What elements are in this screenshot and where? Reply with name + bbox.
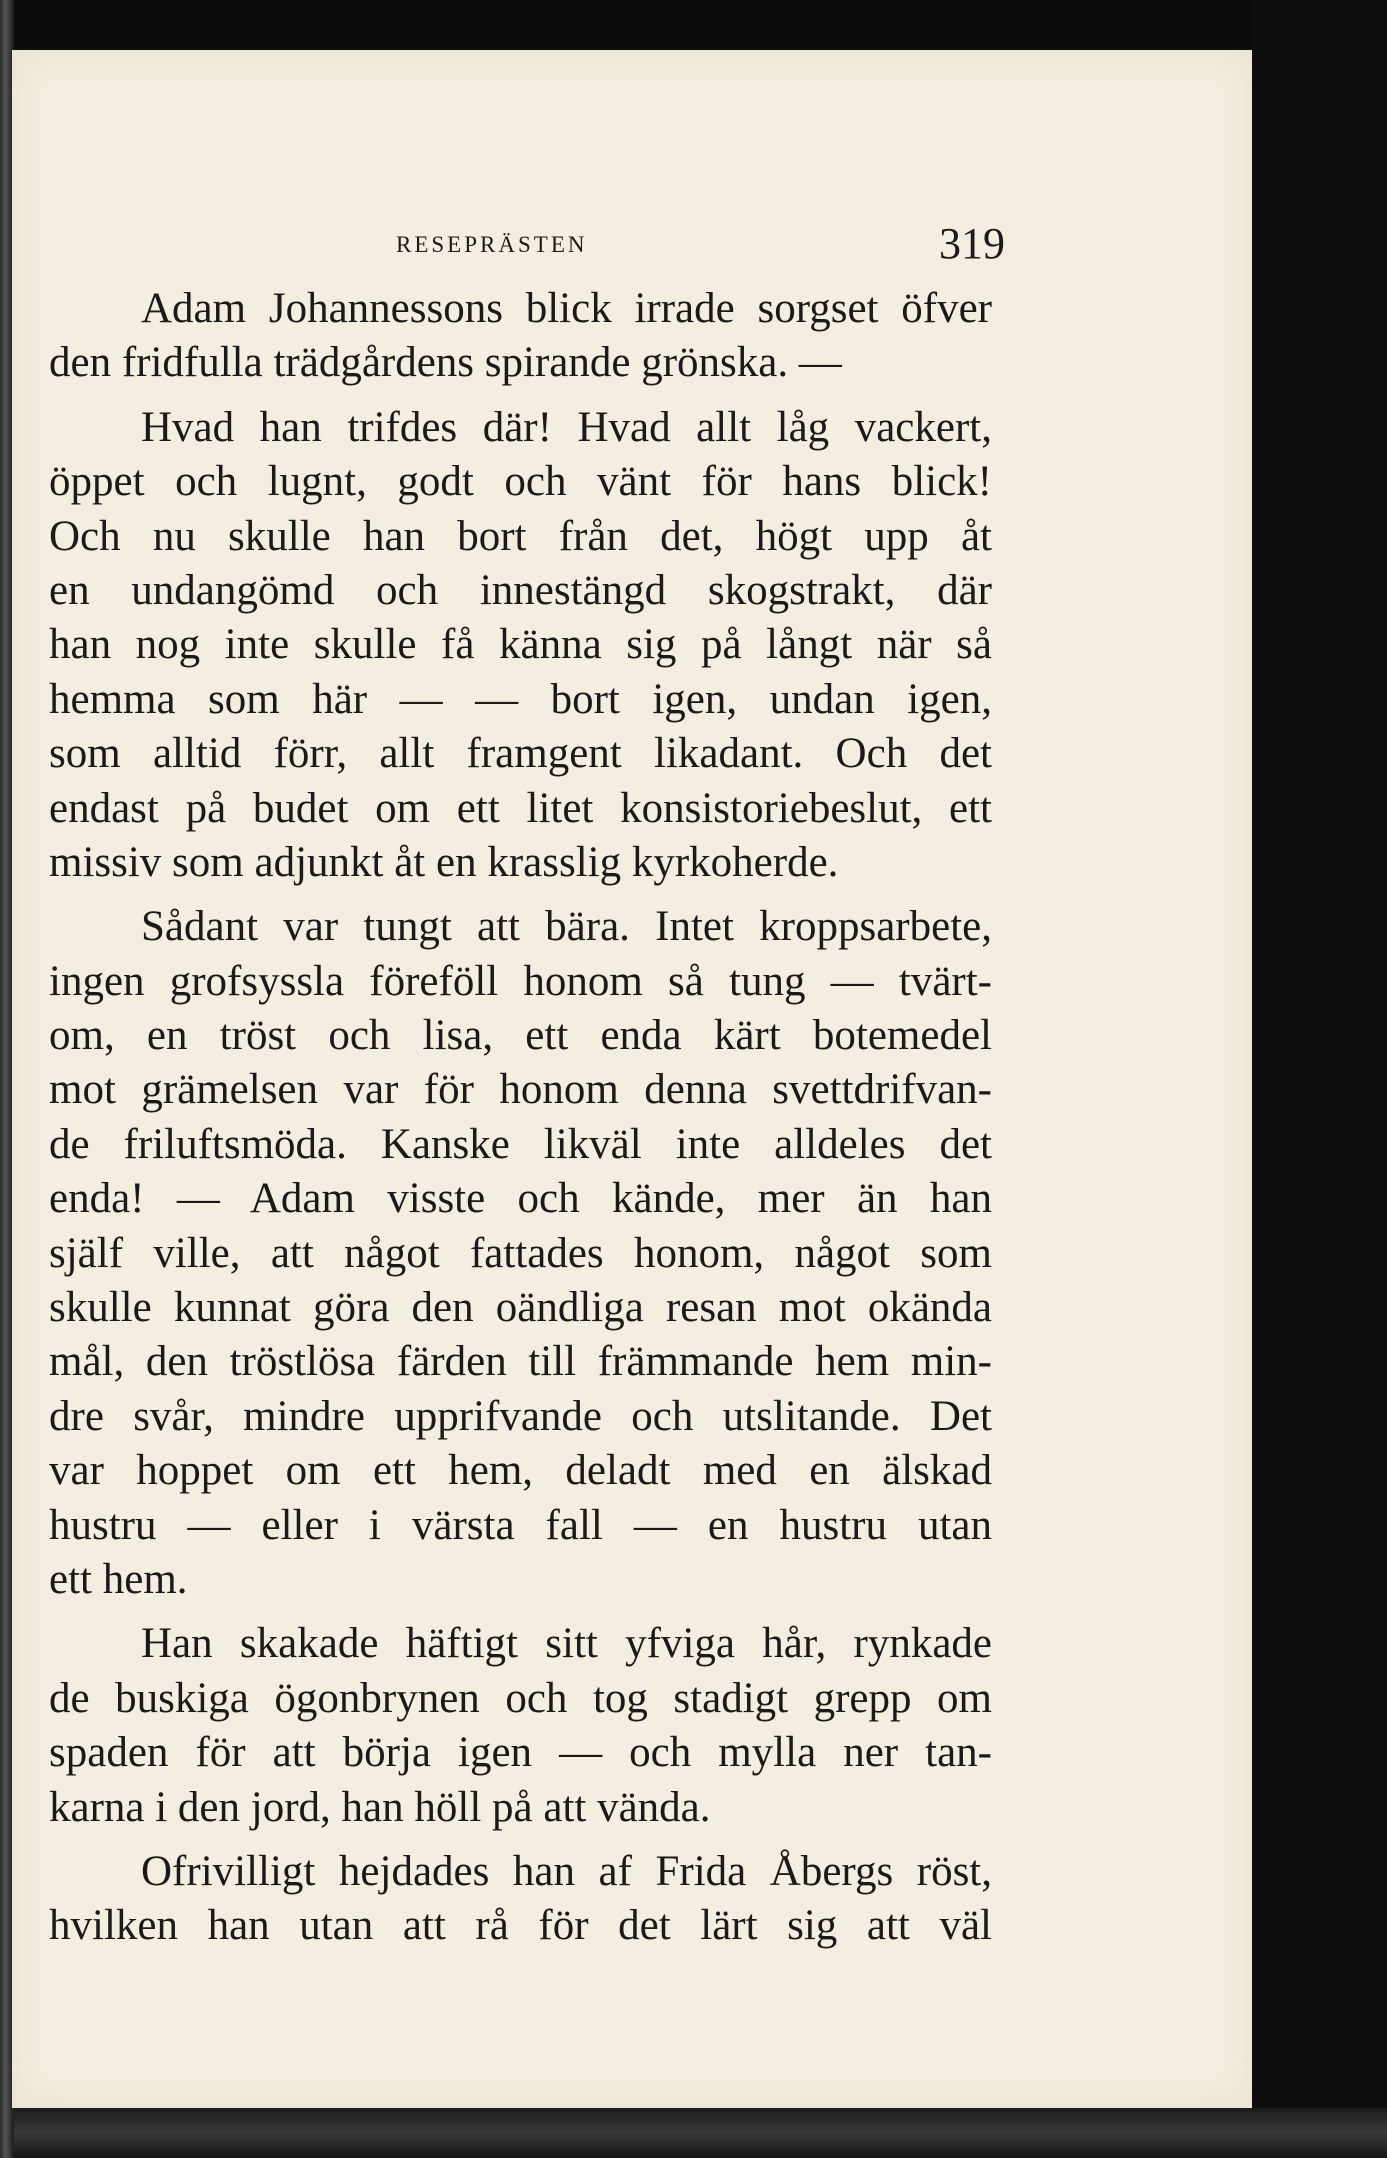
text-line: spaden för att börja igen — och mylla ner tan- [49, 1729, 992, 1777]
text-line: öppet och lugnt, godt och vänt för hans blick! [49, 458, 992, 506]
text-line: Han skakade häftigt sitt yfviga hår, rynkade [141, 1620, 992, 1668]
scan-bottom-border [0, 2108, 1387, 2158]
text-line: om, en tröst och lisa, ett enda kärt botemedel [49, 1012, 992, 1060]
text-line: Och nu skulle han bort från det, högt upp åt [49, 512, 992, 560]
text-line: hemma som här — — bort igen, undan igen, [49, 675, 992, 723]
text-line: dre svår, mindre upprifvande och utslitande. Det [49, 1392, 992, 1440]
text-line: han nog inte skulle få känna sig på långt när så [49, 621, 992, 669]
scan-top-border [0, 0, 1387, 48]
text-line: ingen grofsyssla föreföll honom så tung — tvärt- [49, 957, 992, 1005]
text-line: hustru — eller i värsta fall — en hustru utan [49, 1501, 992, 1549]
paragraph [49, 1845, 992, 1954]
text-line: missiv som adjunkt åt en krasslig kyrkoherde. [49, 838, 839, 886]
text-line: de friluftsmöda. Kanske likväl inte alldeles det [49, 1120, 992, 1168]
text-line: som alltid förr, allt framgent likadant. Och det [49, 730, 992, 778]
text-line: en undangömd och innestängd skogstrakt, där [49, 566, 992, 614]
text-line: endast på budet om ett litet konsistoriebeslut, ett [49, 784, 992, 832]
text-line: enda! — Adam visste och kände, mer än han [49, 1175, 992, 1223]
text-line: var hoppet om ett hem, deladt med en älskad [49, 1447, 992, 1495]
text-line: Sådant var tungt att bära. Intet kroppsarbete, [141, 903, 992, 951]
text-line: själf ville, att något fattades honom, något som [49, 1229, 992, 1277]
paragraph [49, 900, 992, 1607]
text-line: mål, den tröstlösa färden till främmande hem min- [49, 1338, 992, 1386]
text-line: skulle kunnat göra den oändliga resan mot okända [49, 1284, 992, 1332]
text-line: de buskiga ögonbrynen och tog stadigt grepp om [49, 1674, 992, 1722]
text-line: Ofrivilligt hejdades han af Frida Åbergs röst, [141, 1847, 992, 1895]
text-line: karna i den jord, han höll på att vända. [49, 1783, 711, 1831]
running-head: RESEPRÄSTEN [396, 232, 588, 257]
text-line: hvilken han utan att rå för det lärt sig att väl [49, 1902, 992, 1950]
page-header [12, 219, 1252, 282]
scan-right-border [1252, 0, 1387, 2158]
book-page [12, 50, 1252, 2108]
text-line: den fridfulla trädgårdens spirande grönska. — [49, 339, 842, 387]
paragraph [49, 401, 992, 891]
paragraph [49, 282, 992, 391]
paragraph [49, 1617, 992, 1835]
text-line: Hvad han trifdes där! Hvad allt låg vackert, [141, 403, 992, 451]
text-line: Adam Johannessons blick irrade sorgset öfver [141, 285, 992, 332]
body-text [49, 282, 992, 1964]
text-line: ett hem. [49, 1555, 188, 1603]
text-line: mot grämelsen var för honom denna svettdrifvan- [49, 1066, 992, 1114]
page-number: 319 [939, 219, 1005, 268]
